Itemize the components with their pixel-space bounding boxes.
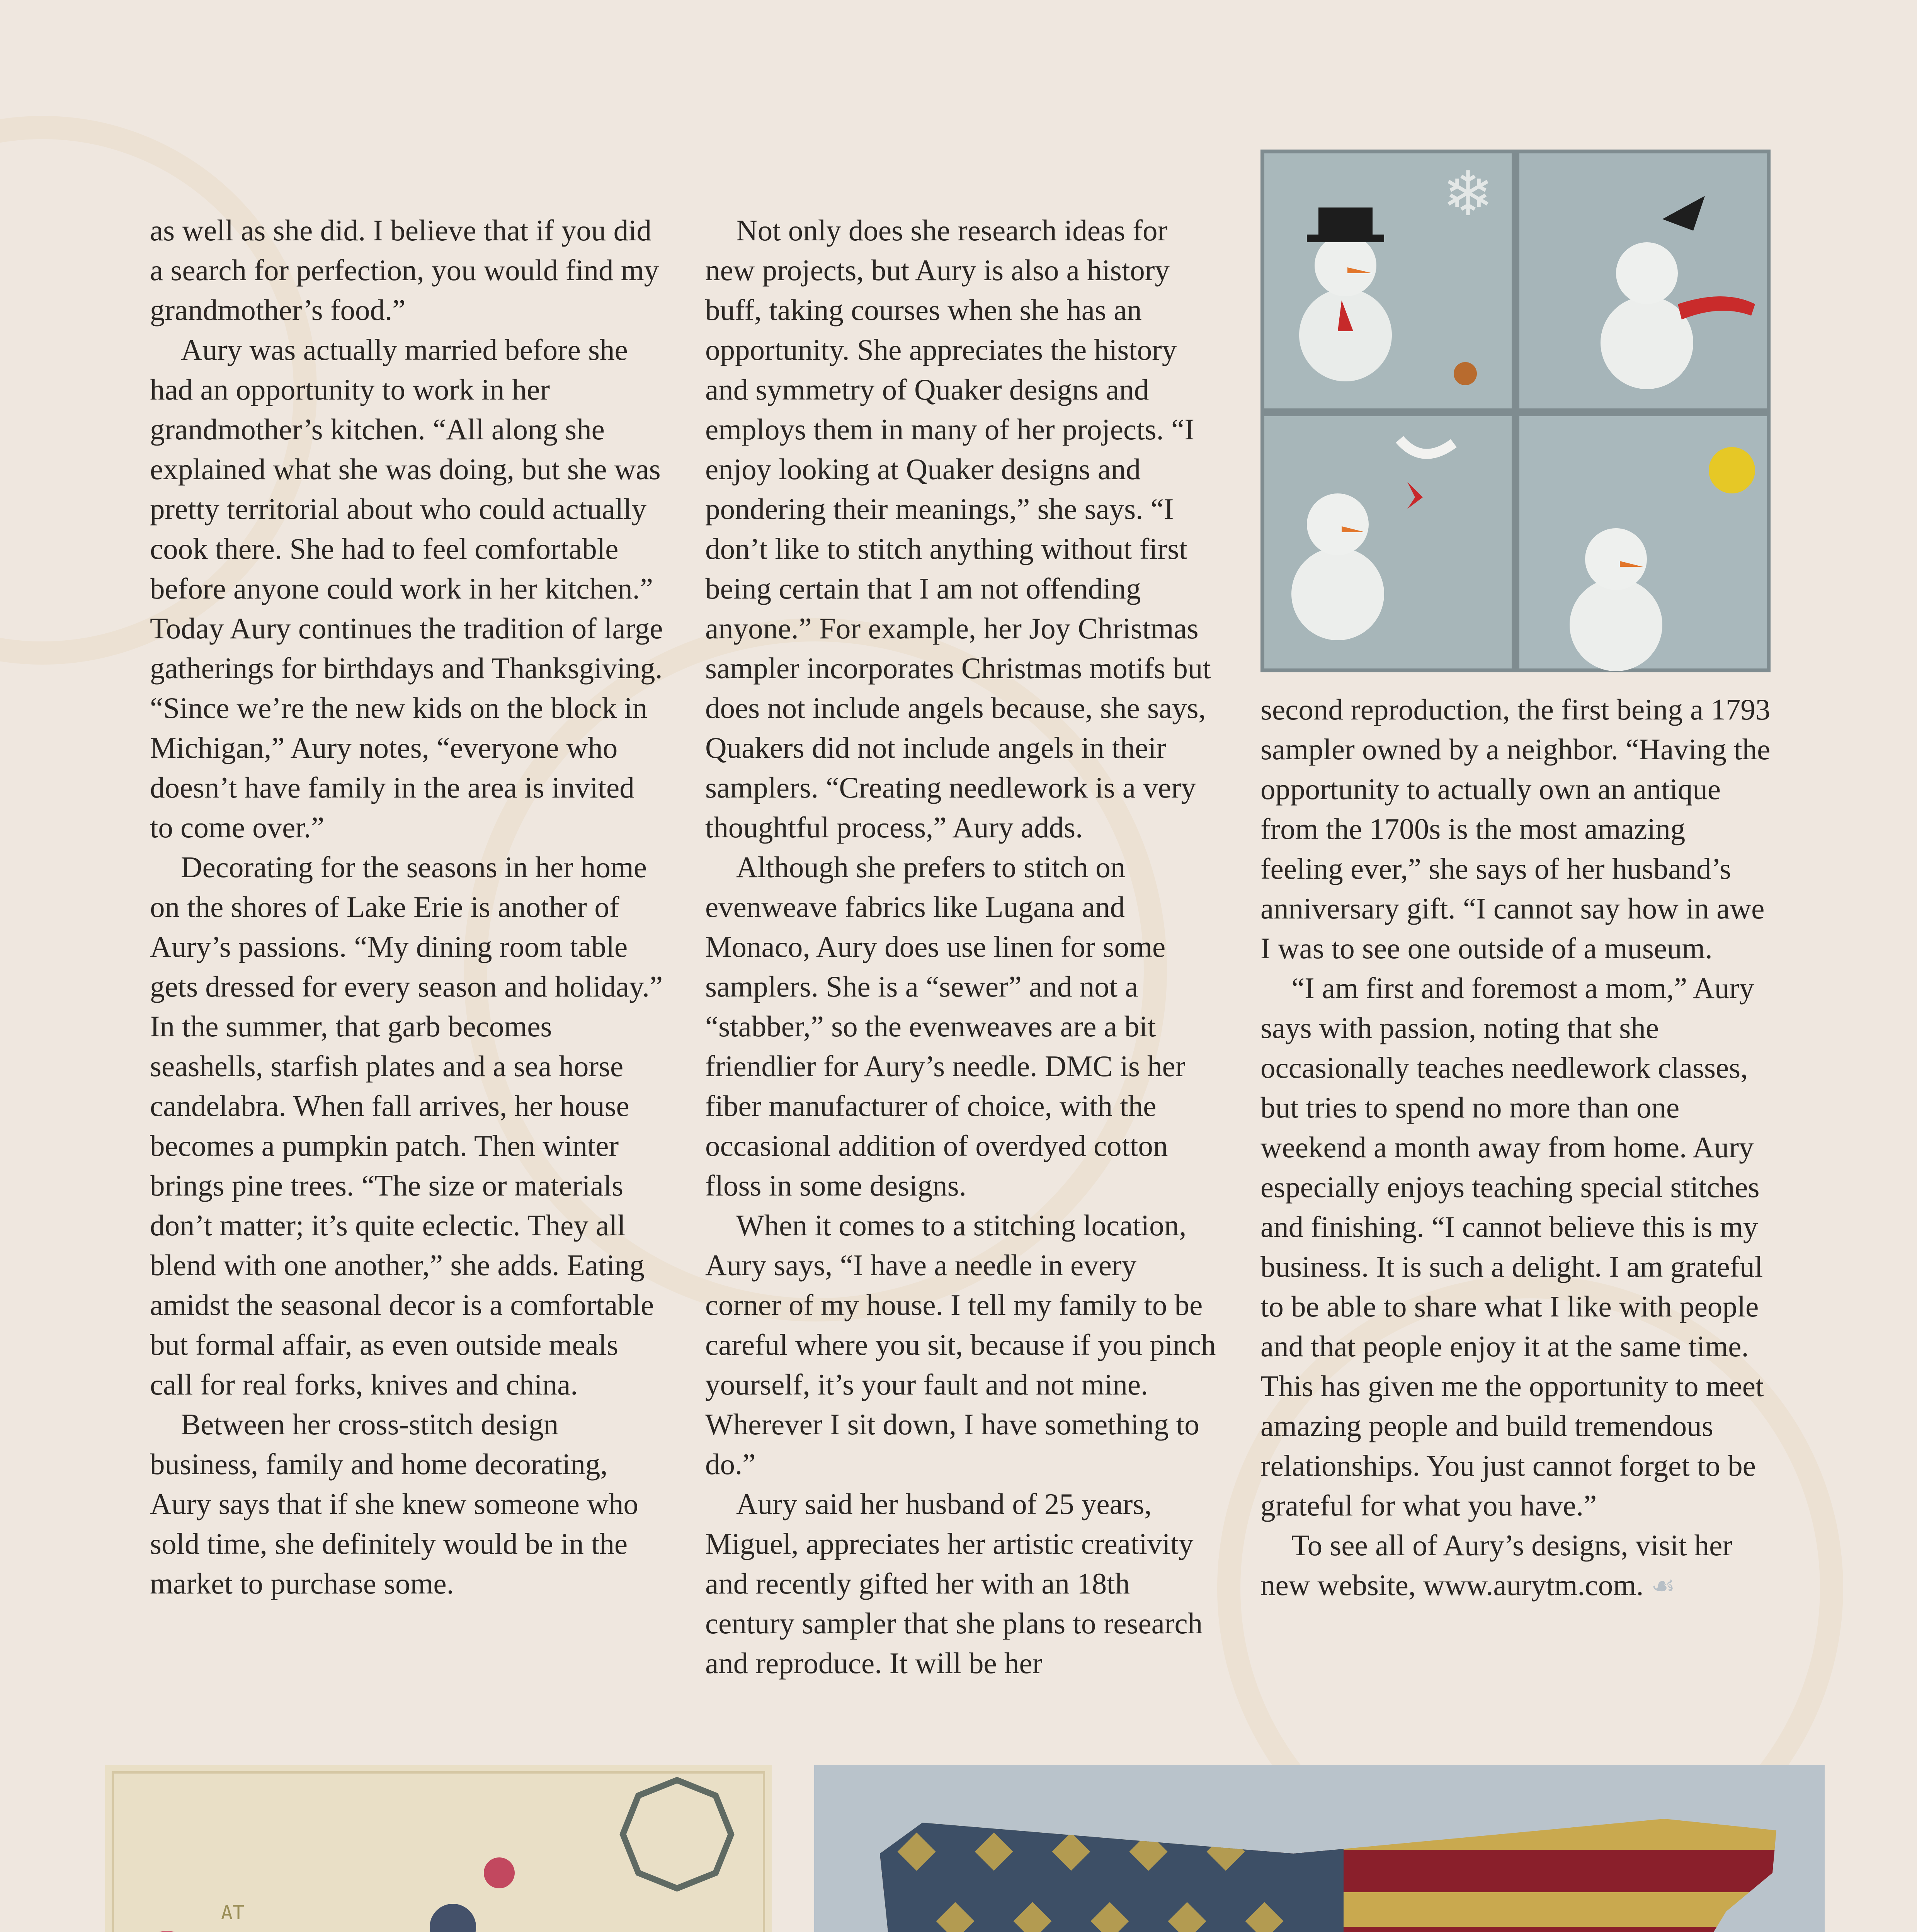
article-column-2 xyxy=(705,211,1219,1683)
quaker-sampler-photo xyxy=(105,1765,772,1932)
snowmen-cross-stitch-photo xyxy=(1260,150,1771,672)
article-column-1 xyxy=(150,211,664,1604)
paragraph: Between her cross-stitch design business, family and home decorating, Aury says that if she knew someone who sold time, she definitely would be in the market to purchase some. xyxy=(150,1408,638,1600)
end-mark-icon: ☙ xyxy=(1651,1571,1675,1601)
closing-text: To see all of Aury’s designs, visit her new website, www.aurytm.com. xyxy=(1260,1529,1732,1602)
sampler-initials-top: AT xyxy=(221,1901,245,1924)
usa-flag-map-photo xyxy=(814,1765,1825,1932)
article-column-3 xyxy=(1260,690,1774,1606)
svg-text:❄: ❄ xyxy=(1442,158,1494,230)
paragraph: Although she prefers to stitch on evenweave fabrics like Lugana and Monaco, Aury does use linen for some samplers. She is a “sewer” and not a “stabber,” so the evenweaves are a bit friendlier for Aury’s needle. DMC is her fiber manufacturer of choice, with the occasional addition of overdyed cotton floss in some designs. xyxy=(705,850,1186,1202)
usa-map-illustration xyxy=(814,1765,1825,1932)
paragraph: Not only does she research ideas for new projects, but Aury is also a history buff, taking courses when she has an opportunity. She appreciates the history and symmetry of Quaker designs and employs them in many of her projects. “I enjoy looking at Quaker designs and pondering their meanings,” she says. “I don’t like to stitch anything without first being certain that I am not offending anyone.” For example, her Joy Christmas sampler incorporates Christmas motifs but does not include angels because, she says, Quakers did not include angels in their samplers. “Creating needlework is a very thoughtful process,” Aury adds. xyxy=(705,214,1211,844)
paragraph: second reproduction, the first being a 1793 sampler owned by a neighbor. “Having the opportunity to actually own an antique from the 1700s is the most amazing feeling ever,” she says of her husband’s anniversary gift. “I cannot say how in awe I was to see one outside of a museum. xyxy=(1260,693,1771,965)
paragraph: When it comes to a stitching location, Aury says, “I have a needle in every corner of my house. I tell my family to be careful where you sit, because if you pinch yourself, it’s your fault and not mine. Wherever I sit down, I have something to do.” xyxy=(705,1209,1216,1481)
paragraph-closing xyxy=(1260,1526,1774,1606)
paragraph: Aury said her husband of 25 years, Miguel, appreciates her artistic creativity and recently gifted her with an 18th century sampler that she plans to research and reproduce. It will be her xyxy=(705,1487,1203,1680)
paragraph: as well as she did. I believe that if you did a search for perfection, you would find my grandmother’s food.” xyxy=(150,214,659,327)
paragraph: “I am first and foremost a mom,” Aury says with passion, noting that she occasionally teaches needlework classes, but tries to spend no more than one weekend a month away from home. Aury especially enjoys teaching special stitches and finishing. “I cannot believe this is my business. It is such a delight. I am grateful to be able to share what I like with people and that people enjoy it at the same time. This has given me the opportunity to meet amazing people and build tremendous relationships. You just cannot forget to be grateful for what you have.” xyxy=(1260,971,1764,1522)
sampler-illustration xyxy=(105,1765,772,1932)
paragraph: Aury was actually married before she had an opportunity to work in her grandmother’s kitchen. “All along she explained what she was doing, but she was pretty territorial about who could actually cook there. She had to feel comfortable before anyone could work in her kitchen.” Today Aury continues the tradition of large gatherings for birthdays and Thanksgiving. “Since we’re the new kids on the block in Michigan,” Aury notes, “everyone who doesn’t have family in the area is invited to come over.” xyxy=(150,333,663,844)
snowmen-illustration xyxy=(1260,150,1771,672)
paragraph: Decorating for the seasons in her home on the shores of Lake Erie is another of Aury’s passions. “My dining room table gets dressed for every season and holiday.” In the summer, that garb becomes seashells, starfish plates and a sea horse candelabra. When fall arrives, her house becomes a pumpkin patch. Then winter brings pine trees. “The size or materials don’t matter; it’s quite eclectic. They all blend with one another,” she adds. Eating amidst the seasonal decor is a comfortable but formal affair, as even outside meals call for real forks, knives and china. xyxy=(150,850,663,1401)
